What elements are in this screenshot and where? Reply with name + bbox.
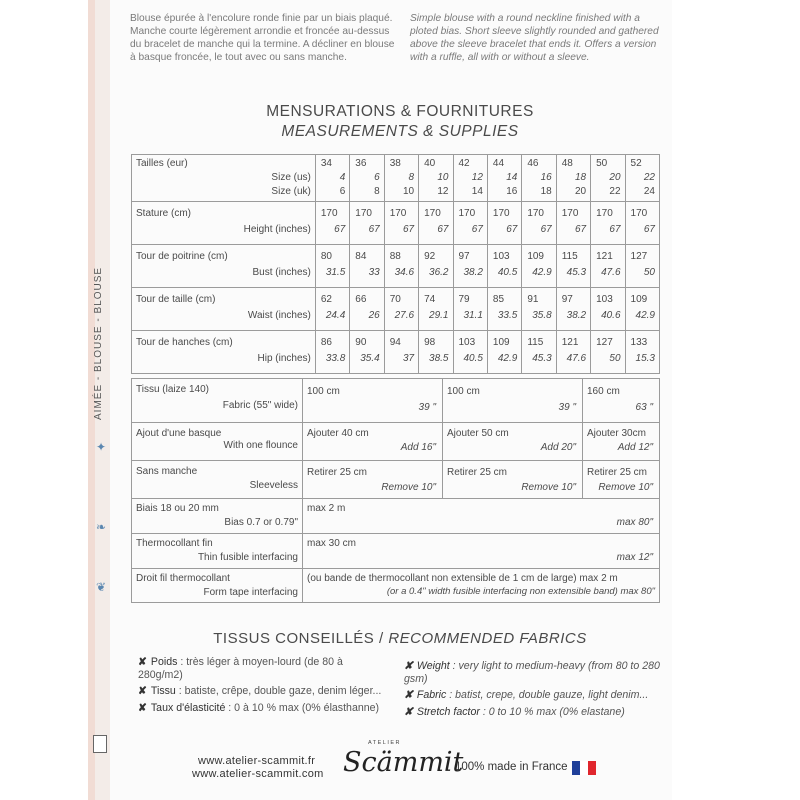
row-label-en: Hip (inches) xyxy=(257,353,311,364)
cross-icon: ✘ xyxy=(404,706,413,718)
cell-inches: 45.3 xyxy=(532,353,552,364)
cell-value: max 30 cm xyxy=(307,538,356,549)
cell-inches: 35.8 xyxy=(532,310,552,321)
cell-value: 160 cm xyxy=(587,386,620,397)
row-label-en: With one flounce xyxy=(223,440,298,451)
cell-inches: 67 xyxy=(471,224,483,235)
cell-cm: 121 xyxy=(561,337,579,348)
size-us: 20 xyxy=(609,172,621,183)
cell-value-inches: Add 16" xyxy=(400,442,436,453)
cell-cm: 85 xyxy=(492,294,505,305)
cell-value-inches: (or a 0.4" width fusible interfacing non extensible band) max 80" xyxy=(386,586,655,597)
cell-value-inches: max 12" xyxy=(616,552,653,563)
leaf-icon: ❦ xyxy=(96,580,107,594)
website-link-com[interactable]: www.atelier-scammit.com xyxy=(192,768,324,780)
size-uk: 12 xyxy=(437,186,449,197)
size-uk: 14 xyxy=(471,186,483,197)
fabric-item xyxy=(138,656,388,682)
cell-cm: 79 xyxy=(458,294,470,305)
cell-inches: 67 xyxy=(575,224,587,235)
row-label-en: Height (inches) xyxy=(243,224,311,235)
size-eur: 38 xyxy=(389,158,401,169)
measurements-title-fr: MENSURATIONS & FOURNITURES xyxy=(266,103,534,120)
cell-value-inches: Remove 10" xyxy=(521,482,576,493)
cell-inches: 67 xyxy=(643,224,655,235)
intro-english: Simple blouse with a round neckline finished with a ploted bias. Short sleeve slightly rounded and gathered above the sleeve bracelet that ends it. Offers a version with a ruffle, all with or without a sleeve. xyxy=(410,13,659,63)
cell-cm: 94 xyxy=(389,337,401,348)
size-uk: 20 xyxy=(575,186,587,197)
cell-inches: 50 xyxy=(609,353,621,364)
cell-cm: 91 xyxy=(527,294,539,305)
measurements-table xyxy=(131,154,660,374)
leaf-icon: ❧ xyxy=(96,520,107,534)
row-label-en: Sleeveless xyxy=(249,480,298,491)
fabrics-title xyxy=(0,630,800,647)
cell-inches: 67 xyxy=(334,224,346,235)
table-row xyxy=(132,379,660,423)
cell-inches: 33.5 xyxy=(497,310,518,321)
fabric-value: : 0 to 10 % max (0% elastane) xyxy=(479,706,625,718)
size-us: 8 xyxy=(408,172,415,183)
size-us: 10 xyxy=(437,172,449,183)
cell-cm: 103 xyxy=(458,337,476,348)
cell-cm: 74 xyxy=(424,294,436,305)
fabric-key: Weight xyxy=(416,660,450,672)
cell-cm: 170 xyxy=(424,208,441,219)
cell-cm: 103 xyxy=(596,294,613,305)
size-eur: 50 xyxy=(596,158,608,169)
cross-icon: ✘ xyxy=(138,685,147,697)
cell-inches: 67 xyxy=(540,224,552,235)
row-label-en: Form tape interfacing xyxy=(203,587,298,598)
row-label-en: Bust (inches) xyxy=(252,267,311,278)
cross-icon: ✘ xyxy=(404,660,413,672)
cell-cm: 170 xyxy=(561,208,579,219)
cell-inches: 42.9 xyxy=(635,310,655,321)
row-label-en: Fabric (55" wide) xyxy=(222,400,298,411)
row-label-fr: Droit fil thermocollant xyxy=(136,573,230,584)
table-row xyxy=(132,245,660,288)
cell-cm: 90 xyxy=(355,337,367,348)
cell-inches: 67 xyxy=(609,224,621,235)
cell-inches: 31.1 xyxy=(463,310,483,321)
cell-cm: 170 xyxy=(389,208,407,219)
row-label-en: Thin fusible interfacing xyxy=(197,552,298,563)
leaf-icon: ✦ xyxy=(96,440,107,454)
cell-inches: 27.6 xyxy=(394,310,415,321)
fabric-key: Taux d'élasticité xyxy=(150,702,226,714)
size-uk: 8 xyxy=(374,186,380,197)
size-us: 18 xyxy=(575,172,587,183)
cell-value: Retirer 25 cm xyxy=(307,467,368,478)
fabric-key: Stretch factor xyxy=(416,706,480,718)
cell-cm: 170 xyxy=(630,208,648,219)
size-us: 16 xyxy=(540,172,552,183)
table-row xyxy=(132,461,660,499)
cell-inches: 38.2 xyxy=(566,310,587,321)
fabric-list-fr xyxy=(138,656,388,719)
row-label-fr: Tour de hanches (cm) xyxy=(136,337,233,348)
cell-inches: 36.2 xyxy=(429,267,449,278)
size-eur: 36 xyxy=(355,158,367,169)
fabric-list-en xyxy=(404,660,662,723)
fabric-value: : 0 à 10 % max (0% élasthanne) xyxy=(225,702,380,714)
cross-icon: ✘ xyxy=(404,689,413,701)
cell-cm: 70 xyxy=(389,294,401,305)
size-us: 14 xyxy=(506,172,518,183)
fabric-value: : very light to medium-heavy (from 80 to 280 gsm) xyxy=(404,660,660,685)
cell-cm: 127 xyxy=(596,337,613,348)
cell-inches: 42.9 xyxy=(497,353,518,364)
size-eur: 46 xyxy=(527,158,539,169)
cell-cm: 86 xyxy=(320,337,332,348)
cell-cm: 62 xyxy=(320,294,332,305)
cell-inches: 38.5 xyxy=(429,353,449,364)
flag-stripe xyxy=(588,761,596,775)
fabric-item xyxy=(404,706,662,719)
table-row xyxy=(132,423,660,461)
website-link-fr[interactable]: www.atelier-scammit.fr xyxy=(198,755,316,767)
cross-icon: ✘ xyxy=(138,702,147,714)
fabric-item xyxy=(404,660,662,686)
cell-value: max 2 m xyxy=(307,503,346,514)
cell-cm: 115 xyxy=(561,251,578,262)
row-label-en: Bias 0.7 or 0.79" xyxy=(224,517,298,528)
row-label-fr: Tissu (laize 140) xyxy=(136,384,209,395)
size-us: 4 xyxy=(339,172,346,183)
size-uk: 18 xyxy=(540,186,552,197)
cell-inches: 67 xyxy=(368,224,380,235)
cell-inches: 40.6 xyxy=(601,310,621,321)
table-header-row xyxy=(132,155,660,202)
measurements-title-en: MEASUREMENTS & SUPPLIES xyxy=(281,123,519,140)
fabric-value: : batist, crepe, double gauze, light denim... xyxy=(446,689,649,701)
row-label-fr: Stature (cm) xyxy=(136,208,192,219)
cell-value: Retirer 25 cm xyxy=(447,467,508,478)
size-uk: 24 xyxy=(643,186,655,197)
made-in-france: 100% made in France xyxy=(455,761,568,773)
row-label-fr: Thermocollant fin xyxy=(136,538,213,549)
size-eur: 40 xyxy=(424,158,436,169)
cell-inches: 35.4 xyxy=(360,353,380,364)
cell-value: 100 cm xyxy=(447,386,480,397)
document-icon xyxy=(93,735,107,753)
cell-inches: 24.4 xyxy=(325,310,346,321)
size-uk: 16 xyxy=(506,186,518,197)
size-eur: 34 xyxy=(320,158,332,169)
fabric-key: Tissu xyxy=(150,685,176,697)
cell-inches: 67 xyxy=(402,224,415,235)
cell-inches: 33.8 xyxy=(325,353,346,364)
cell-cm: 109 xyxy=(492,337,510,348)
table-row xyxy=(132,569,660,603)
cell-cm: 170 xyxy=(596,208,613,219)
cell-cm: 80 xyxy=(320,251,332,262)
row-label-fr: Biais 18 ou 20 mm xyxy=(136,503,219,514)
cell-inches: 47.6 xyxy=(601,267,621,278)
cell-value-inches: 63 " xyxy=(635,402,653,413)
cell-inches: 45.3 xyxy=(566,267,587,278)
cell-cm: 170 xyxy=(355,208,372,219)
cell-value: Ajouter 40 cm xyxy=(307,428,369,439)
cell-inches: 34.6 xyxy=(394,267,415,278)
size-eur: 42 xyxy=(458,158,470,169)
cell-cm: 103 xyxy=(492,251,510,262)
cell-inches: 40.5 xyxy=(497,267,518,278)
table-row xyxy=(132,534,660,569)
cell-cm: 121 xyxy=(596,251,613,262)
cell-inches: 38.2 xyxy=(463,267,483,278)
cell-inches: 31.5 xyxy=(325,267,346,278)
cell-cm: 170 xyxy=(458,208,476,219)
row-label-fr: Ajout d'une basque xyxy=(136,428,222,439)
table-row xyxy=(132,331,660,374)
size-us: 12 xyxy=(471,172,483,183)
fabric-key: Fabric xyxy=(416,689,447,701)
cell-cm: 92 xyxy=(424,251,436,262)
cell-value-inches: Add 12" xyxy=(617,442,653,453)
size-uk: 10 xyxy=(402,186,415,197)
fabric-key: Poids xyxy=(150,656,178,668)
size-us: 6 xyxy=(374,172,380,183)
cell-value: Ajouter 50 cm xyxy=(447,428,509,439)
cell-cm: 170 xyxy=(492,208,510,219)
spine-title: AIMÉE - BLOUSE - BLOUSE xyxy=(93,266,104,420)
cell-inches: 50 xyxy=(643,267,655,278)
fabric-item xyxy=(404,689,662,702)
table-row xyxy=(132,499,660,534)
cell-inches: 37 xyxy=(402,353,415,364)
cell-value: Ajouter 30cm xyxy=(587,428,646,439)
row-label-fr: Sans manche xyxy=(136,466,198,477)
size-header-label: Size (uk) xyxy=(271,186,311,197)
cell-inches: 47.6 xyxy=(566,353,587,364)
cell-cm: 98 xyxy=(424,337,436,348)
french-flag-icon xyxy=(572,761,596,775)
cell-cm: 109 xyxy=(630,294,648,305)
size-uk: 6 xyxy=(339,186,346,197)
fabrics-title-en: RECOMMENDED FABRICS xyxy=(388,630,587,647)
cell-cm: 84 xyxy=(355,251,367,262)
cell-value: Retirer 25 cm xyxy=(587,467,648,478)
size-header-label: Size (us) xyxy=(271,172,311,183)
cell-value-inches: 39 " xyxy=(558,402,576,413)
fabric-value: : batiste, crêpe, double gaze, denim léger... xyxy=(175,685,382,697)
cell-inches: 29.1 xyxy=(429,310,449,321)
brand-logo: Scämmit xyxy=(343,747,464,778)
cell-value-inches: Remove 10" xyxy=(381,482,436,493)
cell-inches: 67 xyxy=(506,224,518,235)
cell-cm: 97 xyxy=(561,294,573,305)
size-eur: 52 xyxy=(630,158,642,169)
cell-cm: 133 xyxy=(630,337,648,348)
cell-value: (ou bande de thermocollant non extensible de 1 cm de large) max 2 m xyxy=(307,573,618,584)
cell-cm: 170 xyxy=(320,208,338,219)
cell-cm: 97 xyxy=(458,251,470,262)
cell-value: 100 cm xyxy=(307,386,340,397)
cell-inches: 67 xyxy=(437,224,449,235)
flag-stripe xyxy=(580,761,588,775)
size-eur: 44 xyxy=(492,158,505,169)
fabrics-title-fr: TISSUS CONSEILLÉS / xyxy=(213,630,384,647)
cell-cm: 88 xyxy=(389,251,401,262)
row-label-en: Waist (inches) xyxy=(247,310,311,321)
cell-cm: 170 xyxy=(527,208,544,219)
size-header-label: Tailles (eur) xyxy=(136,158,188,169)
cell-inches: 26 xyxy=(368,310,380,321)
size-uk: 22 xyxy=(609,186,621,197)
size-eur: 48 xyxy=(561,158,573,169)
cell-cm: 109 xyxy=(527,251,544,262)
cell-value-inches: Remove 10" xyxy=(598,482,653,493)
cell-inches: 33 xyxy=(368,267,380,278)
cell-value-inches: max 80" xyxy=(616,517,653,528)
cell-cm: 66 xyxy=(355,294,367,305)
cross-icon: ✘ xyxy=(138,656,147,668)
size-us: 22 xyxy=(643,172,655,183)
cell-inches: 40.5 xyxy=(463,353,483,364)
intro-french: Blouse épurée à l'encolure ronde finie par un biais plaqué. Manche courte légèrement arrondie et froncée au-dessus du bracelet de manche qui la termine. A décliner en blouse à basque froncée, le tout avec ou sans manche. xyxy=(130,13,395,63)
fabric-item xyxy=(138,685,388,698)
row-label-fr: Tour de taille (cm) xyxy=(136,294,216,305)
supplies-table xyxy=(131,378,660,603)
row-label-fr: Tour de poitrine (cm) xyxy=(136,251,228,262)
cell-inches: 15.3 xyxy=(635,353,655,364)
cell-cm: 115 xyxy=(527,337,544,348)
fabric-value: : très léger à moyen-lourd (de 80 à 280g/m2) xyxy=(138,656,343,681)
cell-value-inches: Add 20" xyxy=(540,442,576,453)
cell-inches: 42.9 xyxy=(532,267,552,278)
cell-cm: 127 xyxy=(630,251,648,262)
fabric-item xyxy=(138,702,388,715)
cell-value-inches: 39 " xyxy=(418,402,436,413)
table-row xyxy=(132,202,660,245)
flag-stripe xyxy=(572,761,580,775)
logo-caption: ATELIER xyxy=(368,740,402,746)
table-row xyxy=(132,288,660,331)
